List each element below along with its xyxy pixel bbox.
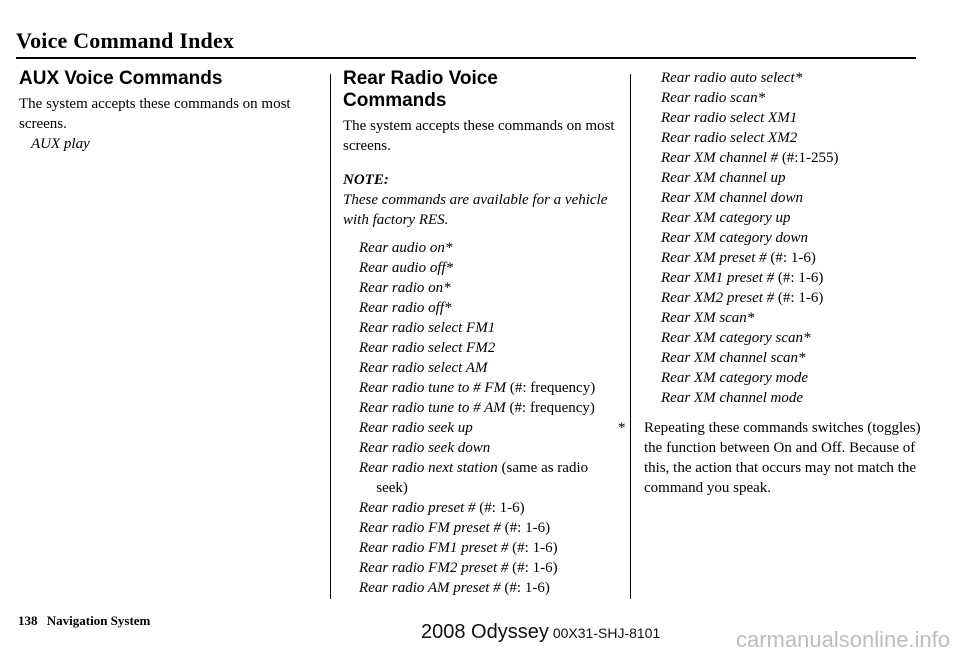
command-item — [359, 398, 623, 418]
command-item — [661, 348, 928, 368]
command-item — [359, 578, 623, 598]
command-text: Rear radio select XM1 — [661, 110, 798, 126]
command-item — [359, 418, 623, 438]
command-text: Rear audio on* — [359, 240, 453, 256]
rear-command-list — [343, 238, 623, 598]
command-text: Rear XM category mode — [661, 370, 809, 386]
aux-heading: AUX Voice Commands — [19, 68, 223, 89]
command-text: Rear radio off* — [359, 300, 452, 316]
command-item — [661, 248, 928, 268]
command-item — [661, 68, 928, 88]
command-note: (same as radio seek) — [376, 460, 589, 496]
command-text: Rear radio preset # — [359, 500, 476, 516]
command-note: (#: frequency) — [505, 400, 595, 416]
footnote — [618, 418, 928, 498]
command-item — [661, 288, 928, 308]
rear-command-list-continued — [644, 68, 928, 408]
command-item — [359, 298, 623, 318]
column-divider — [330, 74, 331, 599]
command-text: Rear audio off* — [359, 260, 454, 276]
rear-heading-line1: Rear Radio Voice — [343, 68, 498, 89]
manual-code: 00X31-SHJ-8101 — [552, 625, 661, 641]
command-item — [359, 338, 623, 358]
command-text: Rear XM channel down — [661, 190, 804, 206]
rear-intro: The system accepts these commands on most screens. — [343, 118, 615, 154]
watermark: carmanualsonline.info — [736, 627, 951, 652]
command-note: (#: 1-6) — [774, 290, 824, 306]
command-text: Rear XM channel scan* — [661, 350, 806, 366]
command-text: Rear radio on* — [359, 280, 451, 296]
footnote-text: Repeating these commands switches (toggles) the function between On and Off. Because of this, the action that occurs may not match the command you speak. — [644, 420, 921, 496]
command-item — [359, 518, 623, 538]
command-note: (#: 1-6) — [508, 560, 558, 576]
command-text: Rear XM channel up — [661, 170, 786, 186]
rear-radio-section-continued — [618, 68, 928, 498]
command-text: Rear XM channel # — [661, 150, 779, 166]
command-item — [359, 438, 623, 458]
model-stamp — [421, 621, 660, 644]
command-item — [359, 458, 623, 498]
command-note: (#: 1-6) — [500, 580, 550, 596]
command-item — [359, 498, 623, 518]
model-name: 2008 Odyssey — [421, 621, 549, 643]
command-text: Rear XM1 preset # — [661, 270, 775, 286]
command-item — [359, 558, 623, 578]
command-item — [661, 108, 928, 128]
command-text: Rear XM category scan* — [661, 330, 811, 346]
rear-radio-section — [343, 68, 623, 598]
command-text: Rear XM channel mode — [661, 390, 804, 406]
command-item — [661, 388, 928, 408]
command-note: (#: 1-6) — [766, 250, 816, 266]
note-text: These commands are available for a vehicle with factory RES. — [343, 192, 608, 228]
command-item — [661, 308, 928, 328]
section-name: Navigation System — [46, 613, 151, 628]
command-text: Rear radio auto select* — [661, 70, 803, 86]
command-note: (#: 1-6) — [475, 500, 525, 516]
command-text: Rear XM category down — [661, 230, 809, 246]
command-note: (#: 1-6) — [508, 540, 558, 556]
command-item — [661, 168, 928, 188]
command-item — [661, 328, 928, 348]
aux-intro: The system accepts these commands on most screens. — [19, 96, 291, 132]
command-text: Rear radio seek down — [359, 440, 491, 456]
command-text: Rear radio select XM2 — [661, 130, 798, 146]
command-item — [359, 538, 623, 558]
command-item — [661, 148, 928, 168]
command-text: Rear radio select FM1 — [359, 320, 496, 336]
rear-heading — [343, 68, 623, 112]
command-text: Rear radio FM1 preset # — [359, 540, 509, 556]
command-note: (#: 1-6) — [500, 520, 551, 536]
command-text: Rear radio FM preset # — [359, 520, 501, 536]
command-text: Rear radio tune to # AM — [359, 400, 506, 416]
command-text: Rear radio tune to # FM — [359, 380, 507, 396]
page-footer — [18, 613, 150, 629]
page-title: Voice Command Index — [16, 28, 235, 53]
command-text: Rear XM2 preset # — [661, 290, 775, 306]
command-item — [661, 368, 928, 388]
command-text: Rear radio scan* — [661, 90, 766, 106]
command-text: Rear radio FM2 preset # — [359, 560, 509, 576]
command-note: (#: frequency) — [506, 380, 596, 396]
command-text: Rear radio select FM2 — [359, 340, 496, 356]
command-note: (#: 1-6) — [774, 270, 824, 286]
command-item — [31, 134, 319, 154]
command-item — [661, 268, 928, 288]
command-text: Rear XM scan* — [661, 310, 755, 326]
command-text: AUX play — [31, 136, 90, 152]
command-text: Rear radio AM preset # — [359, 580, 501, 596]
footnote-mark: * — [618, 420, 626, 436]
command-text: Rear radio seek up — [359, 420, 473, 436]
command-text: Rear radio next station — [359, 460, 498, 476]
command-item — [661, 88, 928, 108]
command-item — [661, 188, 928, 208]
note-label: NOTE: — [343, 172, 389, 188]
title-rule — [16, 57, 916, 59]
command-text: Rear XM preset # — [661, 250, 767, 266]
aux-section — [19, 68, 319, 154]
command-text: Rear radio select AM — [359, 360, 488, 376]
command-item — [661, 128, 928, 148]
command-note: (#:1-255) — [778, 150, 839, 166]
command-item — [661, 228, 928, 248]
rear-heading-line2: Commands — [343, 90, 447, 111]
command-item — [359, 378, 623, 398]
aux-command-list — [19, 134, 319, 154]
command-item — [359, 358, 623, 378]
command-item — [359, 278, 623, 298]
command-item — [359, 258, 623, 278]
command-text: Rear XM category up — [661, 210, 791, 226]
page-number: 138 — [18, 613, 38, 628]
command-item — [359, 318, 623, 338]
command-item — [661, 208, 928, 228]
command-item — [359, 238, 623, 258]
